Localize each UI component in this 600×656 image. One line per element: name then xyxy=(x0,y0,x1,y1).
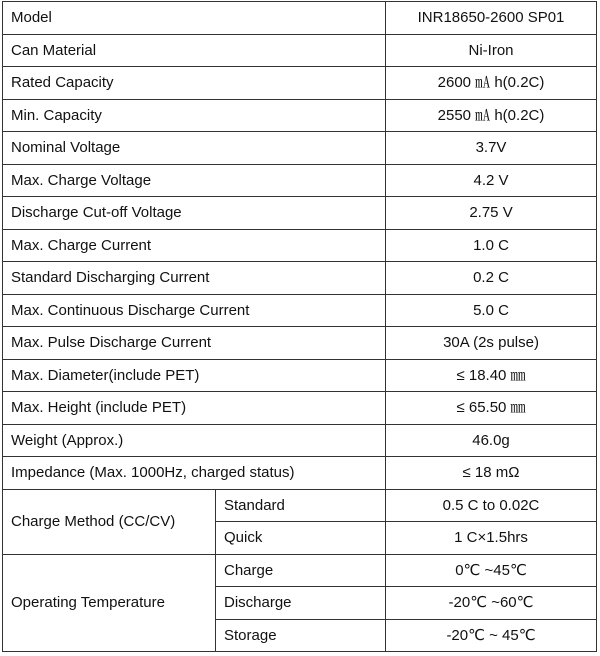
table-row xyxy=(3,67,597,100)
spec-label: Rated Capacity xyxy=(3,67,386,100)
table-row xyxy=(3,34,597,67)
spec-label: Model xyxy=(3,2,386,35)
table-row xyxy=(3,294,597,327)
spec-value: 2.75 V xyxy=(386,197,597,230)
table-row xyxy=(3,99,597,132)
operating-temperature-label: Operating Temperature xyxy=(3,554,216,652)
spec-label: Discharge Cut-off Voltage xyxy=(3,197,386,230)
charge-method-label: Charge Method (CC/CV) xyxy=(3,489,216,554)
spec-value: 46.0g xyxy=(386,424,597,457)
table-row xyxy=(3,489,597,522)
spec-value: ≤ 18 mΩ xyxy=(386,457,597,490)
spec-value: ≤ 65.50 ㎜ xyxy=(386,392,597,425)
spec-value: -20℃ ~60℃ xyxy=(386,587,597,620)
battery-spec-table xyxy=(2,1,597,652)
spec-value: 0.5 C to 0.02C xyxy=(386,489,597,522)
spec-label: Impedance (Max. 1000Hz, charged status) xyxy=(3,457,386,490)
spec-label: Max. Continuous Discharge Current xyxy=(3,294,386,327)
spec-value: 0℃ ~45℃ xyxy=(386,554,597,587)
spec-label: Max. Pulse Discharge Current xyxy=(3,327,386,360)
table-row xyxy=(3,262,597,295)
spec-label: Nominal Voltage xyxy=(3,132,386,165)
spec-value: -20℃ ~ 45℃ xyxy=(386,619,597,652)
spec-sublabel: Storage xyxy=(216,619,386,652)
spec-label: Standard Discharging Current xyxy=(3,262,386,295)
table-row xyxy=(3,392,597,425)
spec-value: 1.0 C xyxy=(386,229,597,262)
table-row xyxy=(3,2,597,35)
spec-label: Max. Charge Voltage xyxy=(3,164,386,197)
spec-label: Max. Charge Current xyxy=(3,229,386,262)
spec-label: Can Material xyxy=(3,34,386,67)
table-row xyxy=(3,164,597,197)
table-row xyxy=(3,424,597,457)
table-row xyxy=(3,229,597,262)
table-row xyxy=(3,327,597,360)
spec-value: ≤ 18.40 ㎜ xyxy=(386,359,597,392)
spec-sublabel: Discharge xyxy=(216,587,386,620)
table-row xyxy=(3,197,597,230)
spec-value: 30A (2s pulse) xyxy=(386,327,597,360)
spec-sublabel: Quick xyxy=(216,522,386,555)
spec-sublabel: Standard xyxy=(216,489,386,522)
spec-value: 1 C×1.5hrs xyxy=(386,522,597,555)
spec-value: 5.0 C xyxy=(386,294,597,327)
spec-label: Weight (Approx.) xyxy=(3,424,386,457)
spec-value: Ni-Iron xyxy=(386,34,597,67)
spec-sublabel: Charge xyxy=(216,554,386,587)
spec-label: Max. Diameter(include PET) xyxy=(3,359,386,392)
spec-value: 0.2 C xyxy=(386,262,597,295)
table-row xyxy=(3,359,597,392)
spec-value: INR18650-2600 SP01 xyxy=(386,2,597,35)
table-row xyxy=(3,457,597,490)
spec-value: 2600 ㎃ h(0.2C) xyxy=(386,67,597,100)
spec-value: 4.2 V xyxy=(386,164,597,197)
spec-value: 2550 ㎃ h(0.2C) xyxy=(386,99,597,132)
spec-value: 3.7V xyxy=(386,132,597,165)
table-row xyxy=(3,554,597,587)
table-row xyxy=(3,132,597,165)
spec-label: Max. Height (include PET) xyxy=(3,392,386,425)
spec-label: Min. Capacity xyxy=(3,99,386,132)
